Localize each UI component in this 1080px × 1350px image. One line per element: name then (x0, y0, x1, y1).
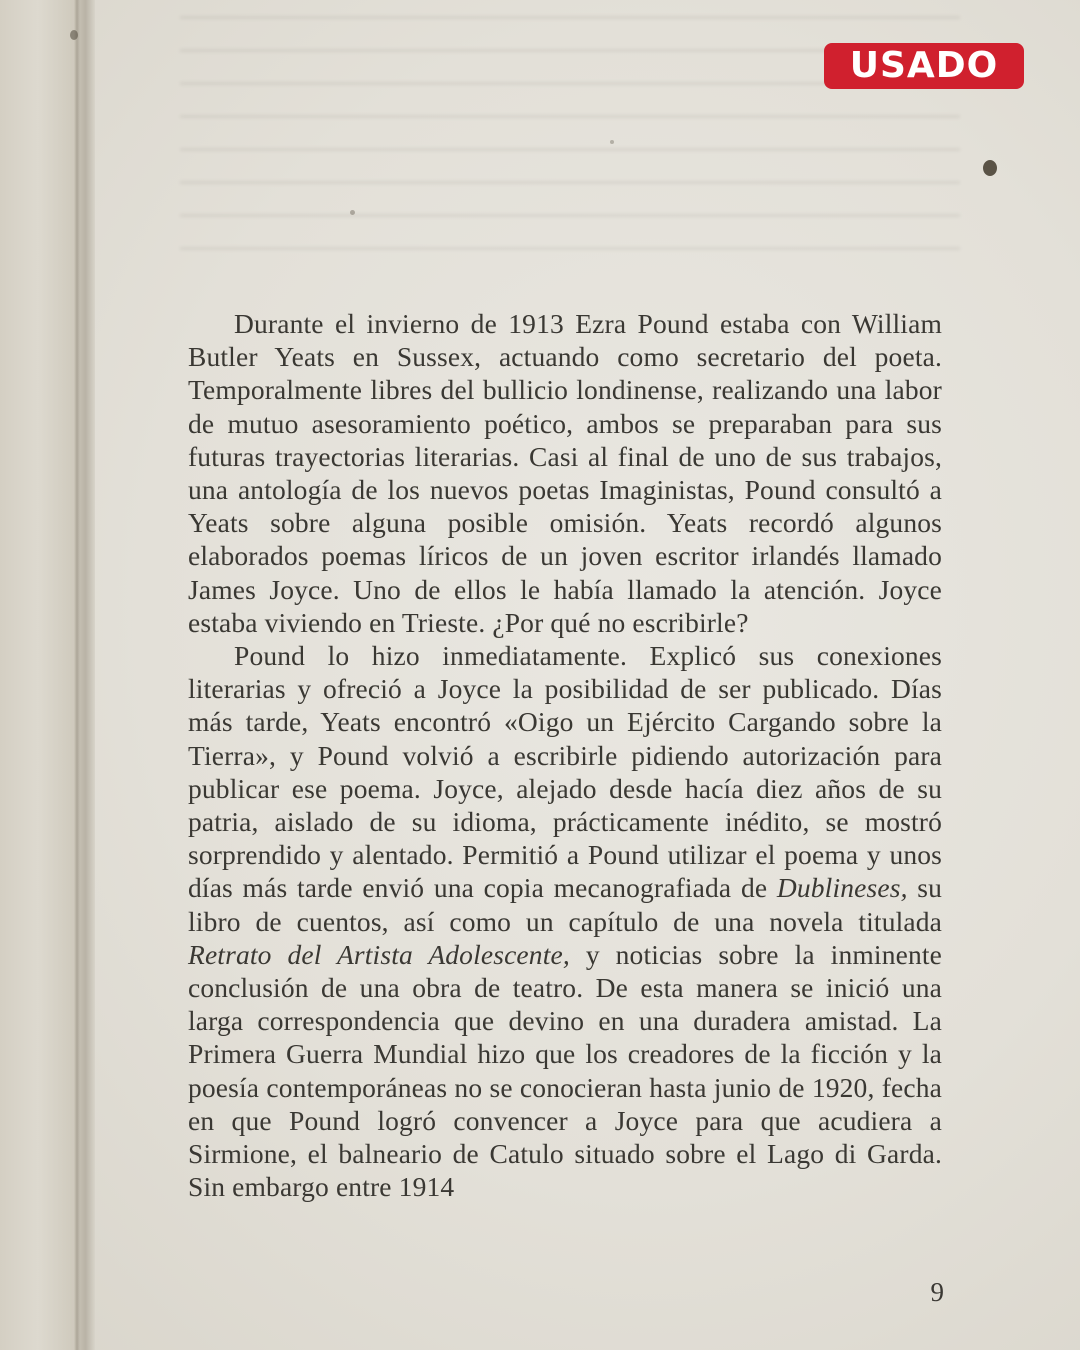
paper-stain (610, 140, 614, 144)
paragraph-2 (188, 639, 942, 1203)
book-title-retrato: Retrato del Artista Adolescente, (188, 938, 570, 970)
book-title-dublineses: Dublineses, (776, 872, 908, 904)
paper-stain (983, 160, 997, 176)
used-badge: USADO (824, 43, 1024, 89)
paragraph-1: Durante el invierno de 1913 Ezra Pound estaba con William Butler Yeats en Sussex, actuando como secretario del poeta. Temporalmente libres del bullicio londinense, realizando una labor de mutuo asesoramiento poético, ambos se preparaban para sus futuras trayectorias literarias. Casi al final de uno de sus trabajos, una antología de los nuevos poetas Imaginistas, Pound consultó a Yeats sobre alguna posible omisión. Yeats recordó algunos elaborados poemas líricos de un joven escritor irlandés llamado James Joyce. Uno de ellos le había llamado la atención. Joyce estaba viviendo en Trieste. ¿Por qué no escribirle? (188, 308, 942, 638)
gutter-fold (74, 0, 80, 1350)
paragraph-2-part-a: Pound lo hizo inmediatamente. Explicó sus conexiones literarias y ofreció a Joyce la posibilidad de ser publicado. Días más tarde, Yeats encontró «Oigo un Ejército Cargando sobre la Tierra», y Pound volvió a escribirle pidiendo autorización para publicar ese poema. Joyce, alejado desde hacía diez años de su patria, aislado de su idioma, prácticamente inédito, se mostró sorprendido y alentado. Permitió a Pound utilizar el poema y unos días más tarde envió una copia mecanografiada de (188, 640, 942, 904)
body-text (188, 307, 942, 1203)
paragraph-2-part-c: y noticias sobre la inminente conclusión de una obra de teatro. De esta manera se inició una larga correspondencia que devino en una duradera amistad. La Primera Guerra Mundial hizo que los creadores de la ficción y la poesía contemporáneas no se conocieran hasta junio de 1920, fecha en que Pound logró convencer a Joyce para que acudiera a Sirmione, el balneario de Catulo situado sobre el Lago di Garda. Sin embargo entre 1914 (188, 938, 942, 1203)
page-number: 9 (930, 1277, 944, 1307)
paper-stain (70, 30, 78, 40)
book-gutter (0, 0, 95, 1350)
paragraph-2-part-b: su libro de cuentos, así como un capítulo de una novela titulada (188, 872, 943, 937)
paper-stain (350, 210, 355, 215)
show-through-text (180, 0, 960, 280)
